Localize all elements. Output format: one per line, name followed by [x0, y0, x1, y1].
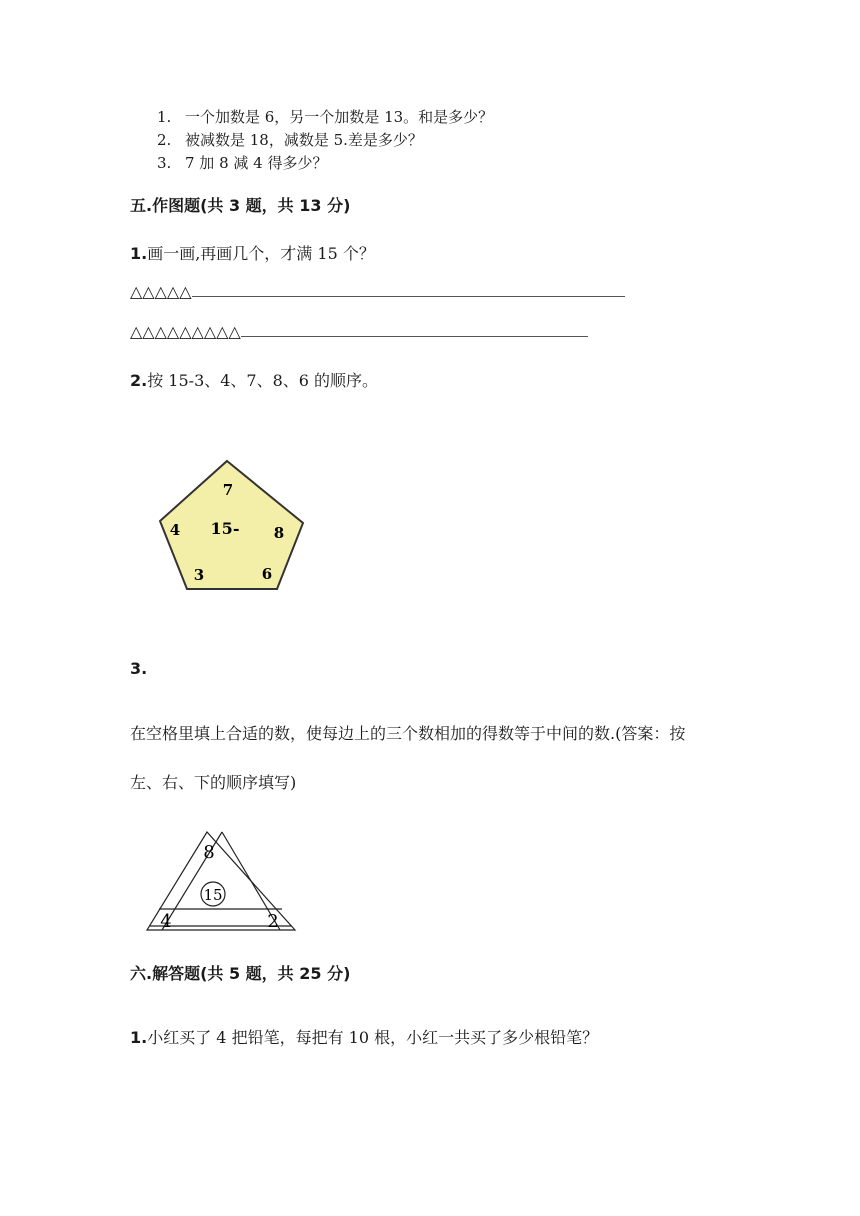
pentagon-left-number: 4	[169, 521, 181, 539]
answer-line	[192, 294, 625, 297]
triangle-left-number: 4	[160, 911, 172, 932]
section-heading: 六.解答题(共 5 题，共 25 分)	[130, 964, 351, 983]
pentagon-top-number: 7	[222, 481, 234, 499]
triangle-row-2: △△△△△△△△△	[130, 322, 588, 341]
triangle-center-number: 15	[203, 886, 223, 904]
question-1: 1.画一画,再画几个，才满 15 个？	[130, 244, 375, 263]
list-item: 2. 被减数是 18，减数是 5.差是多少？	[157, 131, 423, 149]
pentagon-right-number: 8	[273, 524, 285, 542]
question-3-number: 3.	[130, 659, 148, 678]
list-item: 1. 一个加数是 6，另一个加数是 13。和是多少？	[157, 108, 494, 126]
pentagon-figure	[155, 455, 310, 595]
question-3-text-line-1: 在空格里填上合适的数，使每边上的三个数相加的得数等于中间的数.(答案：按	[130, 724, 686, 743]
question-3-text-line-2: 左、右、下的顺序填写)	[130, 773, 297, 792]
triangle-top-number: 8	[203, 842, 215, 863]
list-item: 3. 7 加 8 减 4 得多少？	[157, 154, 328, 172]
triangle-figure	[140, 825, 305, 937]
triangle-right-number: 2	[267, 911, 279, 932]
answer-line	[241, 334, 588, 337]
section-heading: 五.作图题(共 3 题，共 13 分)	[130, 196, 351, 215]
pentagon-bottom-right-number: 6	[261, 565, 273, 583]
pentagon-center-number: 15-	[210, 519, 240, 538]
question-2: 2.按 15-3、4、7、8、6 的顺序。	[130, 371, 379, 390]
triangle-row-1: △△△△△	[130, 282, 625, 301]
pentagon-bottom-left-number: 3	[193, 566, 205, 584]
question-6-1: 1.小红买了 4 把铅笔，每把有 10 根，小红一共买了多少根铅笔？	[130, 1028, 599, 1047]
